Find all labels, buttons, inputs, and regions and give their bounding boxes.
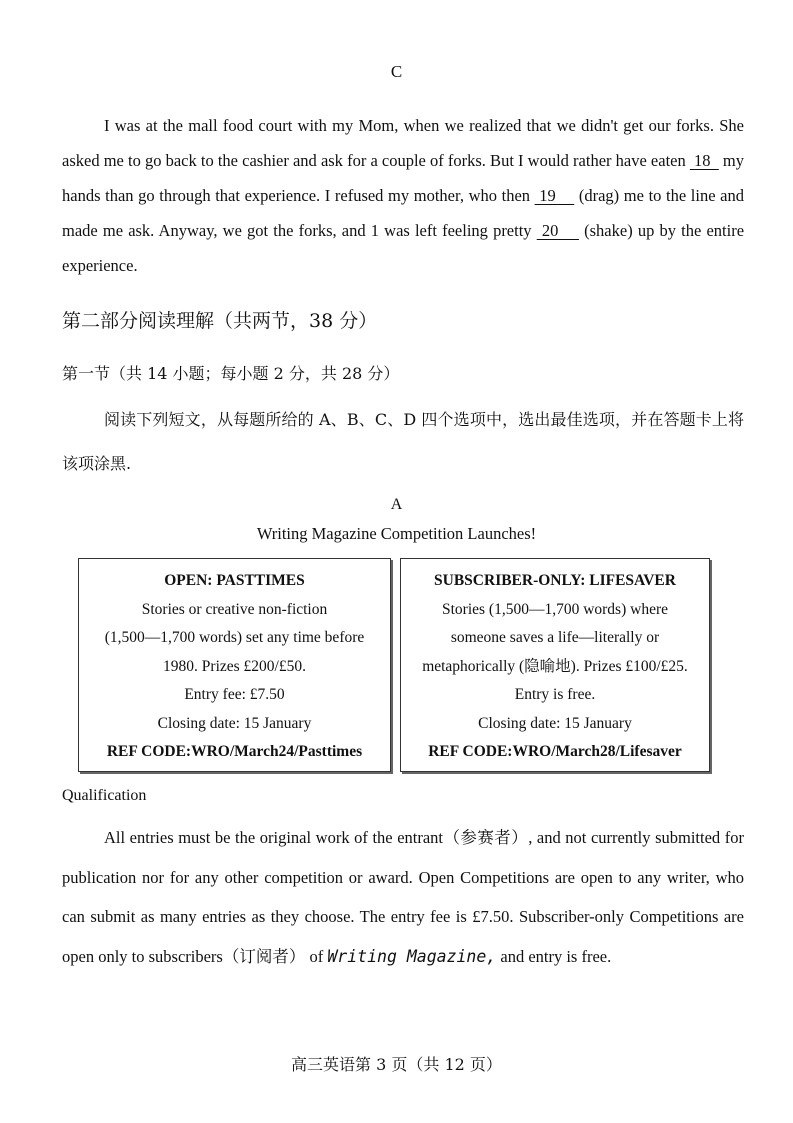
cloze-blank-20: 20: [536, 221, 579, 240]
box-line: Stories (1,500—1,700 words) where: [441, 600, 668, 618]
box-heading: OPEN: PASTTIMES: [164, 572, 305, 589]
box-line: someone saves a life—literally or: [450, 629, 660, 646]
qualification-paragraph: [62, 818, 744, 976]
competition-box-lifesaver: [400, 558, 710, 772]
qual-text-1: All entries must be the original work of the entrant（参赛者）, and not currently submitted for publication nor for any other competition or award. Open Competitions are open to any writer, who can submit as many entries as they choose. The entry fee is £7.50. Subscriber-only Competitions are open only to subscribers（订阅者） of: [62, 828, 744, 966]
qualification-heading: Qualification: [62, 787, 147, 804]
box-line: Closing date: 15 January: [478, 714, 632, 732]
box-heading: SUBSCRIBER-ONLY: LIFESAVER: [434, 572, 676, 589]
cloze-text-2: my hands than go through that experience. I refused my mother, who then: [62, 151, 744, 205]
cloze-paragraph: [62, 108, 744, 283]
cloze-text-3: (drag) me to the line and made me ask. Anyway, we got the forks, and 1 was left feeling pretty: [62, 186, 744, 240]
box-line: Closing date: 15 January: [157, 714, 312, 732]
box-line: metaphorically (隐喻地). Prizes £100/£25.: [422, 657, 688, 675]
cloze-text-4: (shake) up by the entire experience.: [62, 221, 745, 275]
competition-box-pasttimes: [78, 558, 391, 772]
box-ref-code: REF CODE:WRO/March24/Pasttimes: [106, 743, 363, 760]
box-line: Entry fee: £7.50: [184, 686, 285, 703]
box-ref-code: REF CODE:WRO/March28/Lifesaver: [428, 743, 682, 760]
cloze-blank-18: 18: [689, 151, 719, 170]
instructions: 阅读下列短文，从每题所给的 A、B、C、D 四个选项中，选出最佳选项，并在答题卡上将该项涂黑.: [62, 410, 744, 473]
section1-heading: 第一节（共 14 小题；每小题 2 分，共 28 分）: [62, 364, 400, 383]
part2-heading: 第二部分阅读理解（共两节，38 分）: [62, 310, 378, 332]
box-line: Entry is free.: [514, 686, 596, 703]
passage-label-a: A: [390, 496, 403, 513]
magazine-name: Writing Magazine,: [327, 946, 497, 966]
box-line: (1,500—1,700 words) set any time before: [104, 629, 365, 646]
cloze-blank-19: 19: [534, 186, 575, 205]
box-line: 1980. Prizes £200/£50.: [163, 657, 306, 675]
section-label-c: C: [390, 62, 403, 81]
page-footer: 高三英语第 3 页（共 12 页）: [291, 1055, 502, 1074]
box-line: Stories or creative non-fiction: [141, 600, 328, 618]
cloze-text-1: I was at the mall food court with my Mom, when we realized that we didn't get our forks. She asked me to go back to the cashier and ask for a couple of forks. But I would rather have eaten: [62, 116, 744, 170]
passage-title: Writing Magazine Competition Launches!: [256, 524, 537, 543]
qual-text-2: and entry is free.: [496, 946, 612, 966]
